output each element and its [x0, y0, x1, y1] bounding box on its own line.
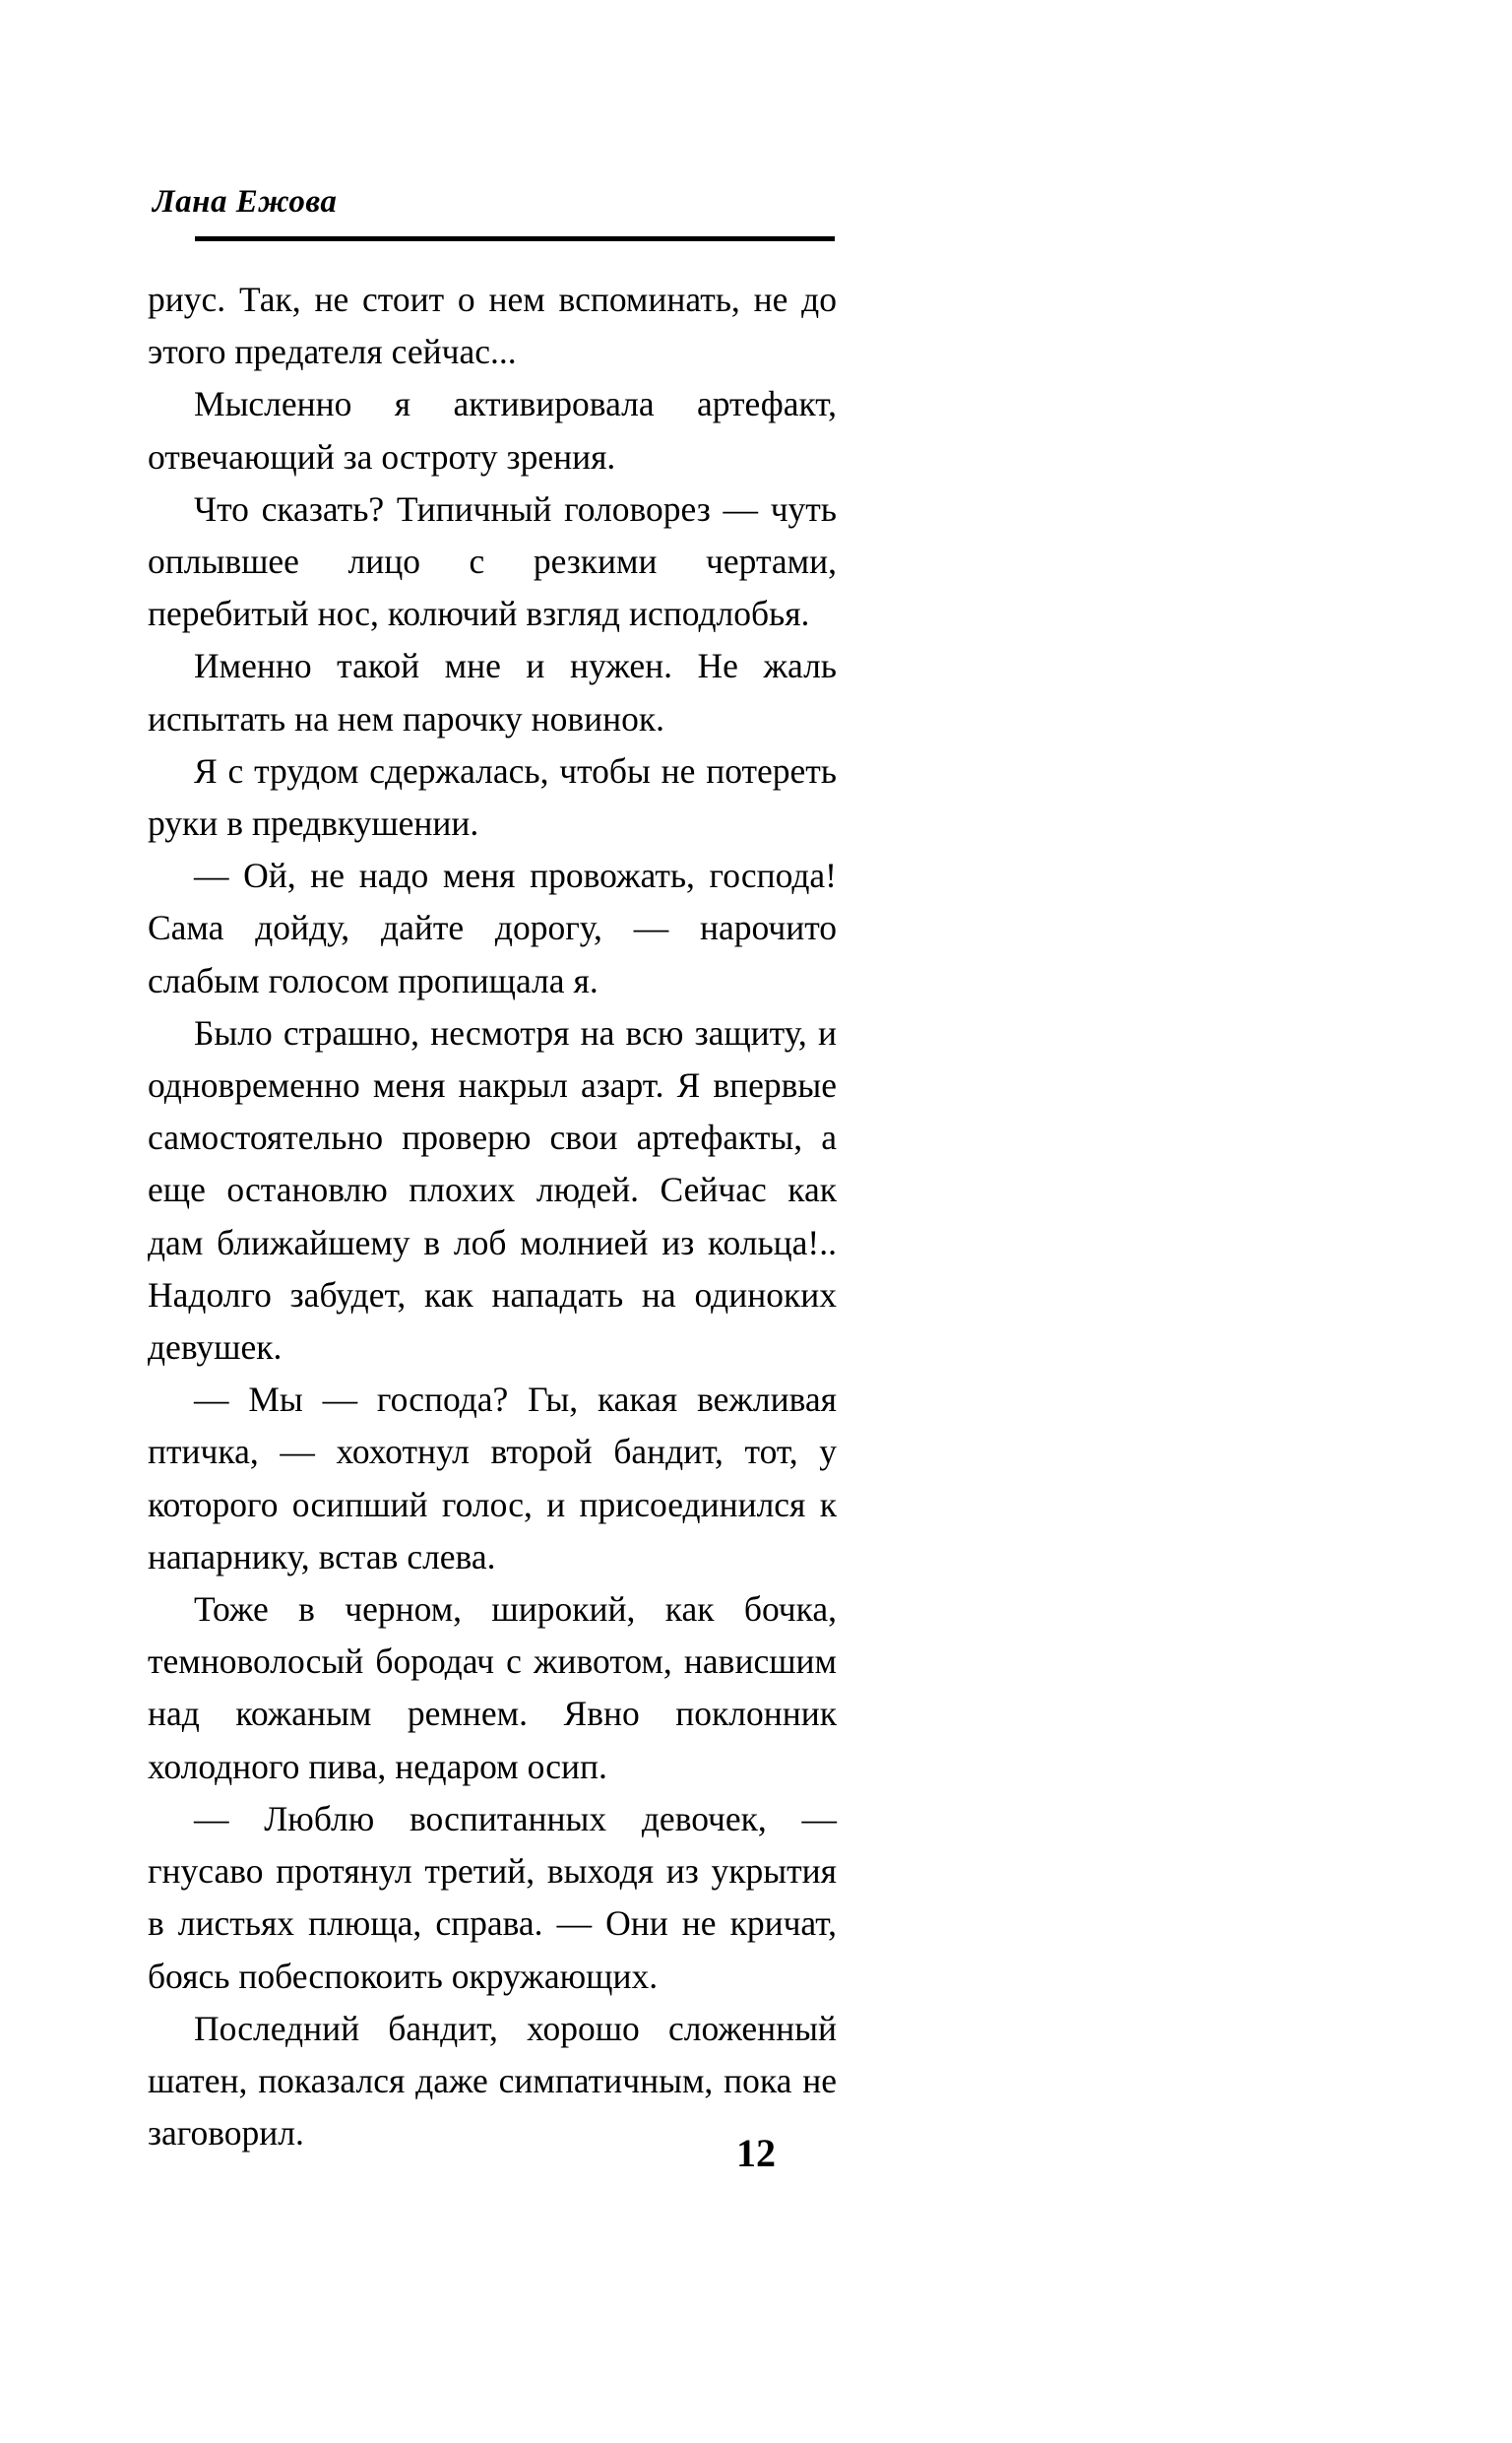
paragraph: Что сказать? Типичный головорез — чуть оплывшее лицо с резкими чертами, перебитый нос, колючий взгляд исподлобья.	[148, 488, 837, 634]
paragraph: Тоже в черном, широкий, как бочка, темноволосый бородач с животом, нависшим над кожаным ремнем. Явно поклонник холодного пива, недаром осип.	[148, 1589, 837, 1786]
paragraph: Именно такой мне и нужен. Не жаль испытать на нем парочку новинок.	[148, 646, 837, 739]
paragraph: Мысленно я активировала артефакт, отвечающий за остроту зрения.	[148, 384, 837, 477]
running-head-rule	[195, 236, 835, 241]
paragraph: Последний бандит, хорошо сложенный шатен, показался даже симпатичным, пока не заговорил.	[148, 2008, 837, 2154]
paragraph: Было страшно, несмотря на всю защиту, и одновременно меня накрыл азарт. Я впервые самостоятельно проверю свои артефакты, а еще остановлю плохих людей. Сейчас как дам ближайшему в лоб молнией из кольца!.. Надолго забудет, как нападать на одиноких девушек.	[148, 1012, 837, 1368]
running-head-author: Лана Ежова	[153, 184, 338, 220]
paragraph: — Люблю воспитанных девочек, — гнусаво протянул третий, выходя из укрытия в листьях плюща, справа. — Они не кричат, боясь побеспокоить окружающих.	[148, 1798, 837, 1996]
paragraph: Я с трудом сдержалась, чтобы не потереть руки в предвкушении.	[148, 750, 837, 844]
body-text-column	[148, 274, 837, 2159]
paragraph: — Ой, не надо меня провожать, господа! Сама дойду, дайте дорогу, — нарочито слабым голосом пропищала я.	[148, 856, 837, 1000]
paragraph: — Мы — господа? Гы, какая вежливая птичка, — хохотнул второй бандит, тот, у которого осипший голос, и присоединился к напарнику, встав слева.	[148, 1380, 837, 1576]
running-head	[153, 182, 842, 229]
paragraph: риус. Так, не стоит о нем вспоминать, не до этого предателя сейчас...	[148, 280, 837, 372]
page-number: 12	[736, 2131, 776, 2175]
